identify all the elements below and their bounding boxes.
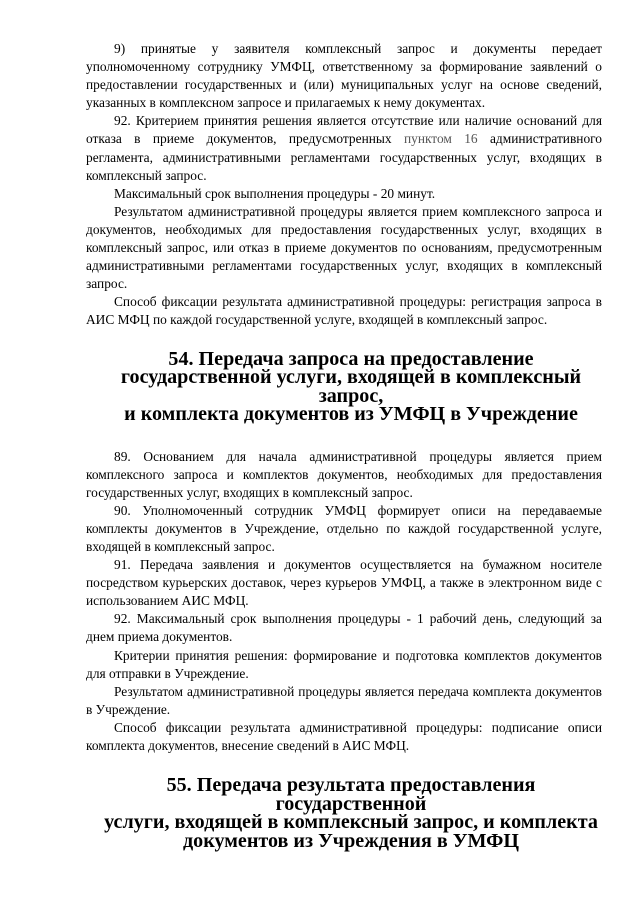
heading-line: государственной услуги, входящей в комплексный запрос, (120, 366, 582, 407)
paragraph-result-transfer: Результатом административной процедуры является передача комплекта документов в Учреждение. (86, 683, 602, 717)
paragraph-item-9: 9) принятые у заявителя комплексный запрос и документы передает уполномоченному сотруднику УМФЦ, ответственному за формирование заявлений о предоставлении государственных и (или) муниципальных услуг на основе сведений, указанных в комплексном запросе и прилагаемых к нему документах. (86, 41, 602, 111)
section-heading-55 (86, 776, 602, 850)
heading-line: документов из Учреждения в УМФЦ (183, 829, 519, 852)
heading-line: 55. Передача результата предоставления государственной (166, 774, 536, 815)
document-page (86, 40, 602, 850)
paragraph-92-criterion (86, 112, 602, 184)
point-16-link[interactable]: пунктом 16 (403, 131, 478, 147)
paragraph-90: 90. Уполномоченный сотрудник УМФЦ формирует описи на передаваемые комплекты документов в Учреждение, отдельно по каждой государственной услуге, входящей в комплексный запрос. (86, 502, 602, 554)
section-heading-54 (86, 347, 602, 425)
paragraph-92-max-time: 92. Максимальный срок выполнения процедуры - 1 рабочий день, следующий за днем приема документов. (86, 611, 602, 645)
paragraph-fixation: Способ фиксации результата административной процедуры: регистрация запроса в АИС МФЦ по каждой государственной услуге, входящей в комплексный запрос. (86, 294, 602, 328)
heading-line: и комплекта документов из УМФЦ в Учреждение (124, 403, 578, 425)
heading-line: услуги, входящей в комплексный запрос, и комплекта (104, 811, 598, 834)
paragraph-text: 92. Критерием принятия решения является отсутствие или наличие оснований для отказа в приеме документов, предусмотренных (86, 113, 602, 147)
paragraph-criteria: Критерии принятия решения: формирование и подготовка комплектов документов для отправки в Учреждение. (86, 647, 602, 681)
paragraph-fixation-signing: Способ фиксации результата административной процедуры: подписание описи комплекта документов, внесение сведений в АИС МФЦ. (86, 719, 602, 753)
heading-line: 54. Передача запроса на предоставление (168, 347, 534, 370)
paragraph-max-time: Максимальный срок выполнения процедуры - 20 минут. (114, 185, 436, 201)
paragraph-89: 89. Основанием для начала административной процедуры является прием комплексного запроса и комплектов документов, необходимых для предоставления государственных услуг, входящих в комплексный запрос. (86, 448, 602, 500)
paragraph-result: Результатом административной процедуры является прием комплексного запроса и документов, необходимых для предоставления государственных услуг, входящих в комплексный запрос, или отказ в приеме документов по основаниям, предусмотренным административными регламентами государственных услуг, входящих в комплексный запрос. (86, 203, 602, 292)
paragraph-91: 91. Передача заявления и документов осуществляется на бумажном носителе посредством курьерских доставок, через курьеров УМФЦ, а также в электронном виде с использованием АИС МФЦ. (86, 557, 602, 609)
paragraph-text: административного регламента, административными регламентами государственных услуг, входящих в комплексный запрос. (86, 131, 603, 183)
